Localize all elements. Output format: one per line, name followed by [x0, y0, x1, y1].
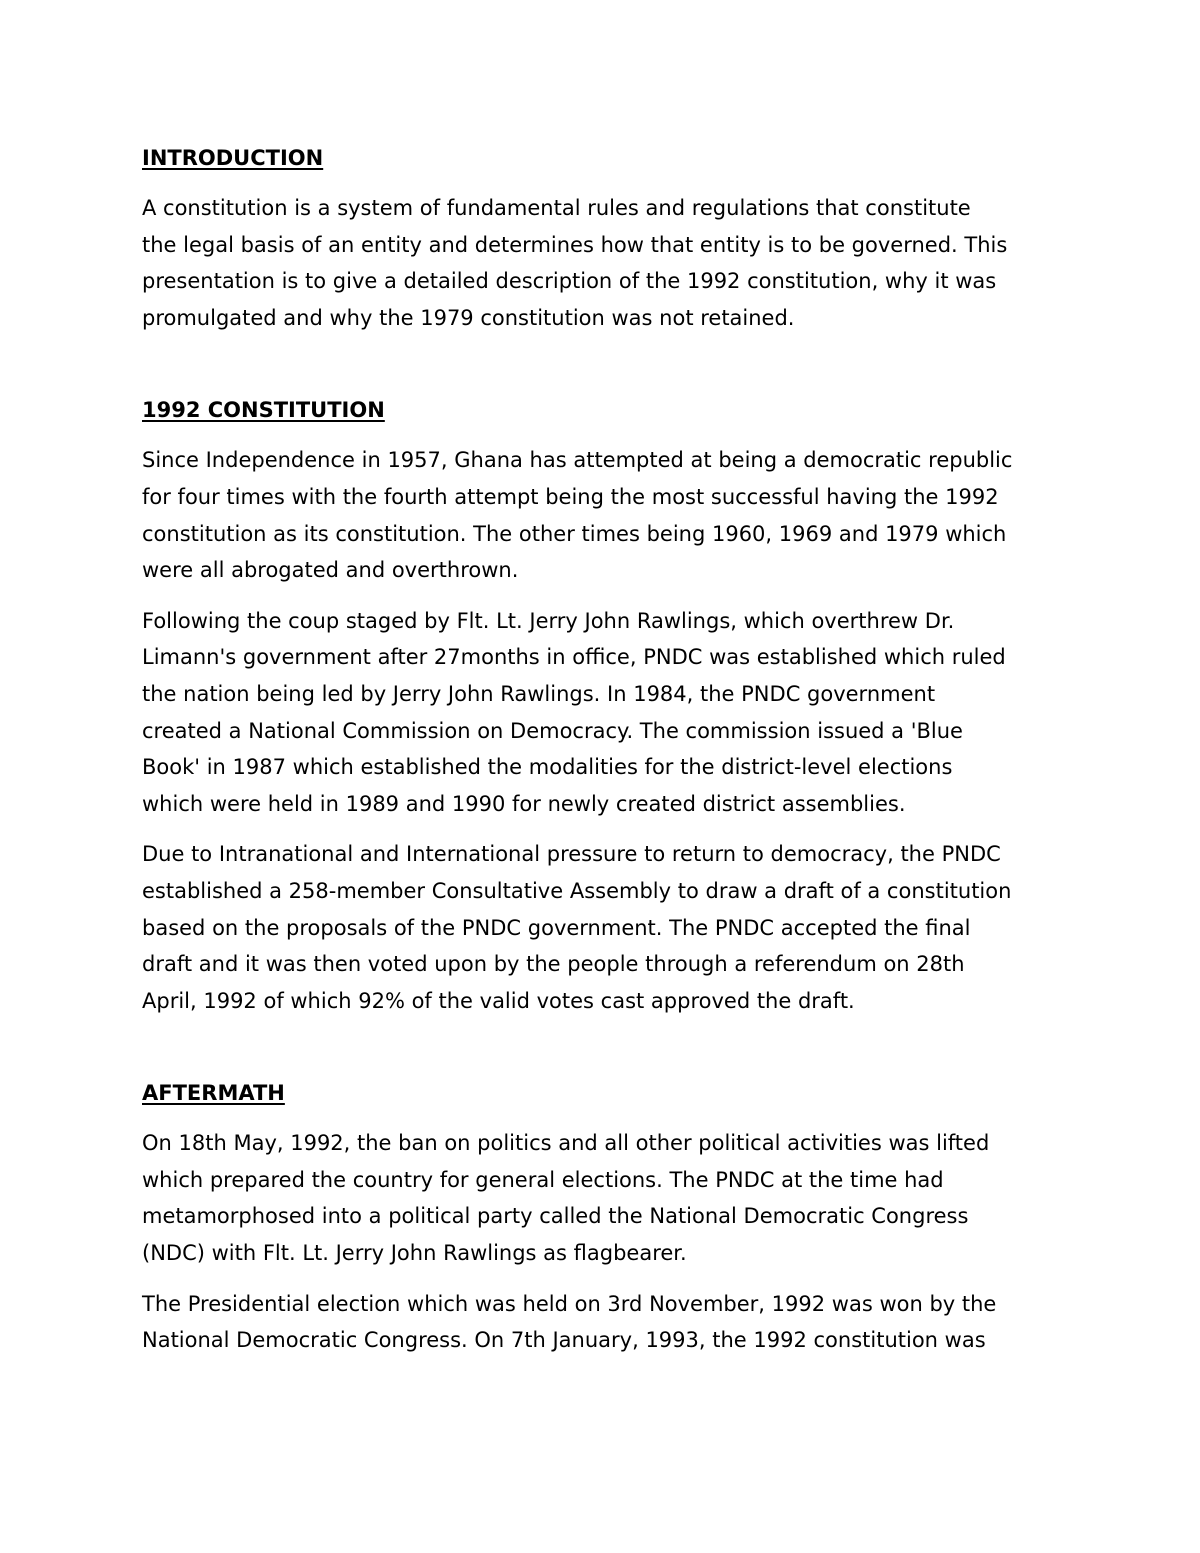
- text-line: Since Independence in 1957, Ghana has attempted at being a democratic republic: [142, 448, 1013, 473]
- section-heading: INTRODUCTION: [142, 146, 324, 170]
- text-line: established a 258-member Consultative Assembly to draw a draft of a constitution: [142, 878, 1012, 903]
- text-line: the legal basis of an entity and determines how that entity is to be governed. This: [142, 232, 1008, 257]
- section-1992-constitution: [142, 392, 1072, 1019]
- text-line: which prepared the country for general elections. The PNDC at the time had: [142, 1167, 944, 1192]
- text-line: Book' in 1987 which established the modalities for the district-level elections: [142, 755, 953, 780]
- text-line: The Presidential election which was held on 3rd November, 1992 was won by the: [142, 1291, 997, 1316]
- section-heading: 1992 CONSTITUTION: [142, 398, 385, 423]
- text-line: Due to Intranational and International pressure to return to democracy, the PNDC: [142, 842, 1001, 867]
- document-page: [142, 140, 1072, 1373]
- text-line: created a National Commission on Democracy. The commission issued a 'Blue: [142, 718, 963, 743]
- text-line: Following the coup staged by Flt. Lt. Jerry John Rawlings, which overthrew Dr.: [142, 608, 955, 633]
- text-line: promulgated and why the 1979 constitution was not retained.: [142, 305, 795, 330]
- text-line: constitution as its constitution. The other times being 1960, 1969 and 1979 which: [142, 521, 1007, 546]
- paragraph: [142, 442, 1072, 588]
- text-line: April, 1992 of which 92% of the valid votes cast approved the draft.: [142, 988, 855, 1013]
- section-spacer: [142, 1033, 1072, 1075]
- paragraph: [142, 1125, 1072, 1271]
- text-line: were all abrogated and overthrown.: [142, 558, 519, 583]
- text-line: metamorphosed into a political party called the National Democratic Congress: [142, 1204, 969, 1229]
- text-line: for four times with the fourth attempt being the most successful having the 1992: [142, 484, 999, 509]
- text-line: which were held in 1989 and 1990 for newly created district assemblies.: [142, 791, 906, 816]
- text-line: draft and it was then voted upon by the people through a referendum on 28th: [142, 952, 965, 977]
- text-line: National Democratic Congress. On 7th January, 1993, the 1992 constitution was: [142, 1328, 986, 1353]
- section-introduction: [142, 140, 1072, 336]
- section-spacer: [142, 350, 1072, 392]
- paragraph: [142, 603, 1072, 823]
- section-heading: AFTERMATH: [142, 1081, 285, 1106]
- paragraph: [142, 836, 1072, 1019]
- text-line: presentation is to give a detailed description of the 1992 constitution, why it was: [142, 269, 997, 294]
- paragraph: [142, 190, 1072, 336]
- text-line: Limann's government after 27months in office, PNDC was established which ruled: [142, 645, 1006, 670]
- text-line: (NDC) with Flt. Lt. Jerry John Rawlings as flagbearer.: [142, 1241, 687, 1266]
- section-aftermath: [142, 1075, 1072, 1359]
- text-line: based on the proposals of the PNDC government. The PNDC accepted the final: [142, 915, 971, 940]
- paragraph: [142, 1286, 1072, 1359]
- text-line: On 18th May, 1992, the ban on politics and all other political activities was lifted: [142, 1131, 990, 1156]
- text-line: the nation being led by Jerry John Rawlings. In 1984, the PNDC government: [142, 681, 936, 706]
- text-line: A constitution is a system of fundamental rules and regulations that constitute: [142, 196, 971, 220]
